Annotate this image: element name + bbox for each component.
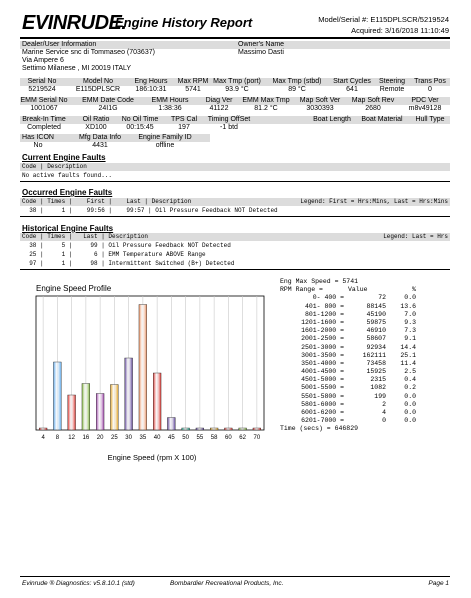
- current-faults-header: [20, 163, 450, 171]
- chart-bar: [96, 394, 104, 431]
- rpm-percent-cell: 11.4: [400, 359, 416, 367]
- rpm-table-row: [280, 409, 420, 417]
- col-header: Diag Ver: [205, 97, 233, 104]
- rpm-percent-cell: 0.0: [404, 294, 416, 302]
- chart-x-tick-label: 8: [55, 435, 60, 441]
- chart-x-tick-label: 25: [111, 435, 118, 441]
- chart-x-tick-label: 35: [139, 435, 147, 441]
- cell-value: 0: [428, 86, 432, 93]
- rpm-table-title-row: [280, 278, 420, 286]
- rpm-range-cell: 5501-5800 =: [301, 392, 344, 400]
- cell-value: E115DPLSCR: [75, 86, 121, 93]
- cell-value: 24I1G: [98, 105, 118, 112]
- historical-fault-row: [20, 260, 450, 268]
- rpm-table-row: [280, 384, 420, 392]
- engine-info-values-1: [20, 86, 450, 94]
- rpm-table-row: [280, 311, 420, 319]
- chart-x-tick-label: 70: [253, 435, 261, 441]
- owner-label: Owner's Name: [238, 41, 285, 48]
- chart-x-axis-label: Engine Speed (rpm X 100): [107, 453, 197, 462]
- rpm-range-cell: 4501-5000 =: [301, 376, 344, 384]
- rpm-value-cell: 162111: [362, 351, 386, 359]
- rpm-table-row: [280, 360, 420, 368]
- rpm-value-cell: 199: [374, 392, 386, 400]
- chart-bar: [253, 428, 261, 430]
- occurred-faults-divider: [20, 216, 450, 217]
- rpm-range-cell: 1201-1600 =: [301, 318, 344, 326]
- chart-bar: [182, 428, 190, 430]
- col-header: Boat Material: [361, 116, 403, 123]
- cell-value: 93.9 °C: [225, 86, 249, 93]
- rpm-table-total-row: [280, 425, 420, 433]
- dealer-label: Dealer/User Information: [22, 41, 97, 48]
- cell-value: 2680: [365, 105, 381, 112]
- rpm-table-row: [280, 335, 420, 343]
- chart-x-tick-label: 4: [41, 435, 45, 441]
- cell-value: 1:38:36: [158, 105, 182, 112]
- col-header: Trans Pos: [414, 78, 446, 85]
- col-header: EMM Max Tmp: [242, 97, 290, 104]
- historical-faults-header-text: Code | Times | Last | Description: [22, 233, 149, 240]
- cell-value: -1 btd: [220, 124, 238, 131]
- engine-speed-chart: [28, 282, 272, 462]
- chart-bar: [110, 385, 118, 431]
- cell-value: Remote: [379, 86, 405, 93]
- engine-info-block-4: [20, 134, 450, 150]
- rpm-range-table: [280, 278, 420, 434]
- col-header: Engine Family ID: [138, 134, 192, 141]
- rpm-range-cell: 0- 400 =: [312, 294, 344, 302]
- chart-x-tick-label: 45: [168, 435, 175, 441]
- rpm-value-cell: 46910: [366, 327, 386, 335]
- total-time: Time (secs) = 646829: [280, 425, 359, 433]
- chart-bar: [125, 358, 133, 430]
- col-header: Timing OffSet: [207, 116, 251, 123]
- cell-value: 641: [346, 86, 358, 93]
- footer-version: Evinrude ® Diagnostics: v5.8.10.1 (std): [22, 580, 135, 587]
- rpm-table-row: [280, 327, 420, 335]
- chart-x-tick-label: 50: [182, 435, 189, 441]
- rpm-percent-cell: 0.0: [404, 417, 416, 425]
- footer-divider: [20, 576, 450, 577]
- rpm-percent-cell: 9.1: [404, 335, 416, 343]
- chart-x-tick-label: 12: [68, 435, 75, 441]
- occurred-faults-header: [20, 198, 450, 206]
- rpm-table-body: [280, 294, 420, 425]
- engine-info-block-2: [20, 97, 450, 113]
- historical-fault-row: [20, 251, 450, 259]
- eng-max-speed: Eng Max Speed = 5741: [280, 278, 359, 285]
- rpm-table-header-row: [280, 286, 420, 294]
- col-header: Map Soft Rev: [351, 97, 395, 104]
- historical-faults-title: Historical Engine Faults: [22, 224, 114, 233]
- engine-info-block-3: [20, 116, 450, 132]
- value-col-header: Value: [348, 286, 368, 294]
- cell-value: No: [33, 142, 43, 149]
- rpm-table-row: [280, 294, 420, 302]
- occurred-faults-header-text: Code | Times | First | Last | Description: [22, 198, 192, 205]
- rpm-value-cell: 58607: [366, 335, 386, 343]
- rpm-range-cell: 5801-6000 =: [301, 400, 344, 408]
- header-divider: [20, 37, 450, 39]
- pct-col-header: %: [412, 286, 416, 294]
- rpm-table-row: [280, 376, 420, 384]
- current-faults-empty-row: [20, 172, 450, 180]
- dealer-city: Settimo Milanese , MI 20019 ITALY: [22, 65, 132, 72]
- rpm-range-cell: 401- 800 =: [304, 302, 344, 310]
- chart-x-tick-label: 62: [239, 435, 246, 441]
- cell-value: 197: [178, 124, 190, 131]
- chart-bar: [153, 373, 161, 430]
- historical-faults-legend: Legend: Last = Hrs: [383, 233, 448, 240]
- col-header: Eng Hours: [134, 78, 168, 85]
- dealer-name-row: [20, 49, 450, 57]
- rpm-percent-cell: 0.4: [404, 376, 416, 384]
- rpm-value-cell: 0: [382, 417, 386, 425]
- rpm-percent-cell: 0.0: [404, 392, 416, 400]
- rpm-range-cell: 3501-4000 =: [301, 359, 344, 367]
- model-serial-info: [318, 14, 449, 36]
- rpm-table-row: [280, 303, 420, 311]
- rpm-value-cell: 1082: [370, 384, 386, 392]
- rpm-range-cell: 2001-2500 =: [301, 335, 344, 343]
- current-faults-title: Current Engine Faults: [22, 153, 106, 162]
- owner-name: Massimo Dasti: [238, 49, 284, 56]
- current-faults-empty-text: No active faults found...: [22, 172, 113, 179]
- engine-speed-chart-svg: [28, 282, 272, 462]
- engine-info-header-3: [20, 116, 450, 124]
- rpm-value-cell: 72: [378, 294, 386, 302]
- col-header: Start Cycles: [333, 78, 371, 85]
- rpm-col-header: RPM Range =: [280, 286, 323, 294]
- rpm-percent-cell: 7.3: [404, 327, 416, 335]
- engine-info-values-4: [20, 142, 450, 150]
- rpm-range-cell: 1601-2000 =: [301, 327, 344, 335]
- evinrude-logo: EVINRUDE.: [22, 12, 127, 34]
- rpm-range-cell: 3001-3500 =: [301, 351, 344, 359]
- rpm-table-row: [280, 393, 420, 401]
- chart-x-tick-label: 30: [125, 435, 132, 441]
- chart-x-tick-label: 60: [225, 435, 232, 441]
- cell-value: offline: [155, 142, 175, 149]
- col-header: TPS Cal: [170, 116, 198, 123]
- col-header: PDC Ver: [411, 97, 439, 104]
- engine-info-block-1: [20, 78, 450, 94]
- chart-bar: [239, 428, 247, 430]
- rpm-percent-cell: 14.4: [400, 343, 416, 351]
- chart-x-tick-label: 40: [153, 435, 161, 441]
- cell-value: 3030393: [306, 105, 334, 112]
- rpm-percent-cell: 2.5: [404, 368, 416, 376]
- rpm-range-cell: 6201-7000 =: [301, 417, 344, 425]
- historical-fault-text: 38 | 5 | 99 | Oil Pressure Feedback NOT Detected: [22, 242, 231, 249]
- cell-value: XD100: [85, 124, 107, 131]
- footer-page-number: Page 1: [428, 580, 449, 587]
- current-faults-header-text: Code | Description: [22, 163, 87, 170]
- rpm-percent-cell: 25.1: [400, 351, 416, 359]
- engine-info-values-2: [20, 105, 450, 113]
- cell-value: 1001067: [30, 105, 58, 112]
- col-header: Break-In Time: [22, 116, 66, 123]
- col-header: Map Soft Ver: [299, 97, 341, 104]
- cell-value: 89 °C: [288, 86, 306, 93]
- cell-value: 186:10:31: [135, 86, 167, 93]
- dealer-address: Via Ampere 6: [22, 57, 64, 64]
- chart-x-tick-label: 20: [96, 435, 104, 441]
- cell-value: 41122: [209, 105, 229, 112]
- rpm-value-cell: 4: [382, 409, 386, 416]
- chart-x-tick-label: 16: [82, 435, 90, 441]
- col-header: EMM Date Code: [82, 97, 134, 104]
- occurred-faults-title: Occurred Engine Faults: [22, 188, 113, 197]
- cell-value: 5741: [185, 86, 201, 93]
- col-header: EMM Hours: [151, 97, 189, 104]
- historical-fault-text: 25 | 1 | 6 | EMM Temperature ABOVE Range: [22, 251, 206, 258]
- col-header: Oil Ratio: [82, 116, 110, 123]
- rpm-percent-cell: 13.6: [400, 302, 416, 310]
- col-header: No Oil Time: [121, 116, 159, 123]
- engine-info-values-3: [20, 124, 450, 132]
- rpm-range-cell: 5001-5500 =: [301, 384, 344, 392]
- chart-bar: [196, 428, 204, 430]
- cell-value: Completed: [27, 124, 61, 131]
- col-header: Max Tmp (stbd): [272, 78, 322, 85]
- cell-value: 5219524: [28, 86, 56, 93]
- rpm-value-cell: 73458: [366, 359, 386, 367]
- col-header: Model No: [83, 78, 113, 85]
- cell-value: 81.2 °C: [254, 105, 278, 112]
- occurred-fault-row: [20, 207, 450, 215]
- dealer-city-row: [20, 65, 450, 73]
- current-faults-divider: [20, 181, 450, 182]
- footer-company: Bombardier Recreational Products, Inc.: [170, 580, 284, 587]
- chart-x-tick-label: 58: [210, 435, 218, 441]
- chart-bar: [68, 395, 76, 430]
- acquired-date: Acquired: 3/16/2018 11:10:49: [351, 26, 449, 35]
- rpm-table-row: [280, 344, 420, 352]
- dealer-name: Marine Service snc di Tommaseo (703637): [22, 49, 155, 56]
- rpm-percent-cell: 0.0: [404, 400, 416, 408]
- engine-info-header-2: [20, 97, 450, 105]
- historical-faults-divider: [20, 269, 450, 270]
- rpm-table-row: [280, 368, 420, 376]
- rpm-value-cell: 15925: [366, 368, 386, 376]
- col-header: Has ICON: [22, 134, 54, 141]
- rpm-table-row: [280, 319, 420, 327]
- rpm-range-cell: 6001-6200 =: [301, 409, 344, 416]
- rpm-range-cell: 801-1200 =: [304, 310, 344, 318]
- historical-fault-row: [20, 242, 450, 250]
- occurred-faults-legend: Legend: First = Hrs:Mins, Last = Hrs:Mins: [300, 198, 448, 205]
- cell-value: 4431: [92, 142, 108, 149]
- chart-bar: [39, 428, 47, 430]
- model-serial: Model/Serial #: E115DPLSCR/5219524: [318, 15, 449, 24]
- rpm-table-row: [280, 352, 420, 360]
- rpm-value-cell: 45190: [366, 310, 386, 318]
- col-header: Serial No: [27, 78, 57, 85]
- col-header: EMM Serial No: [20, 97, 68, 104]
- rpm-table-row: [280, 401, 420, 409]
- dealer-header-row: [20, 41, 450, 49]
- occurred-fault-text: 38 | 1 | 99:56 | 99:57 | Oil Pressure Feedback NOT Detected: [22, 207, 278, 214]
- rpm-table-row: [280, 417, 420, 425]
- rpm-value-cell: 59875: [366, 318, 386, 326]
- rpm-value-cell: 2: [382, 400, 386, 408]
- col-header: Max Tmp (port): [213, 78, 261, 85]
- dealer-address-row: [20, 57, 450, 65]
- col-header: Hull Type: [415, 116, 445, 123]
- rpm-value-cell: 88145: [366, 302, 386, 310]
- historical-fault-text: 97 | 1 | 98 | Intermittent Switched (B+) Detected: [22, 260, 235, 267]
- col-header: Max RPM: [177, 78, 209, 85]
- chart-x-tick-label: 55: [196, 435, 204, 441]
- cell-value: 00:15:45: [126, 124, 154, 131]
- rpm-percent-cell: 9.3: [404, 318, 416, 326]
- rpm-range-cell: 2501-3000 =: [301, 343, 344, 351]
- col-header: Mfg Data Info: [78, 134, 122, 141]
- col-header: Boat Length: [313, 116, 351, 123]
- rpm-percent-cell: 7.0: [404, 310, 416, 318]
- col-header: Steering: [378, 78, 406, 85]
- chart-bar: [224, 428, 232, 430]
- rpm-value-cell: 2315: [370, 376, 386, 384]
- chart-bar: [53, 362, 61, 430]
- engine-info-header-1: [20, 78, 450, 86]
- chart-bar: [210, 428, 218, 430]
- rpm-percent-cell: 0.0: [404, 409, 416, 416]
- chart-bar: [139, 305, 147, 431]
- historical-faults-header: [20, 233, 450, 241]
- rpm-value-cell: 92934: [366, 343, 386, 351]
- chart-bar: [82, 384, 90, 431]
- rpm-range-cell: 4001-4500 =: [301, 368, 344, 376]
- engine-info-header-4: [20, 134, 210, 142]
- chart-title: Engine Speed Profile: [36, 284, 112, 293]
- cell-value: m8v49128: [408, 105, 442, 112]
- rpm-percent-cell: 0.2: [404, 384, 416, 392]
- chart-bar: [167, 418, 175, 431]
- report-title: Engine History Report: [115, 15, 253, 30]
- dealer-section: [20, 41, 450, 73]
